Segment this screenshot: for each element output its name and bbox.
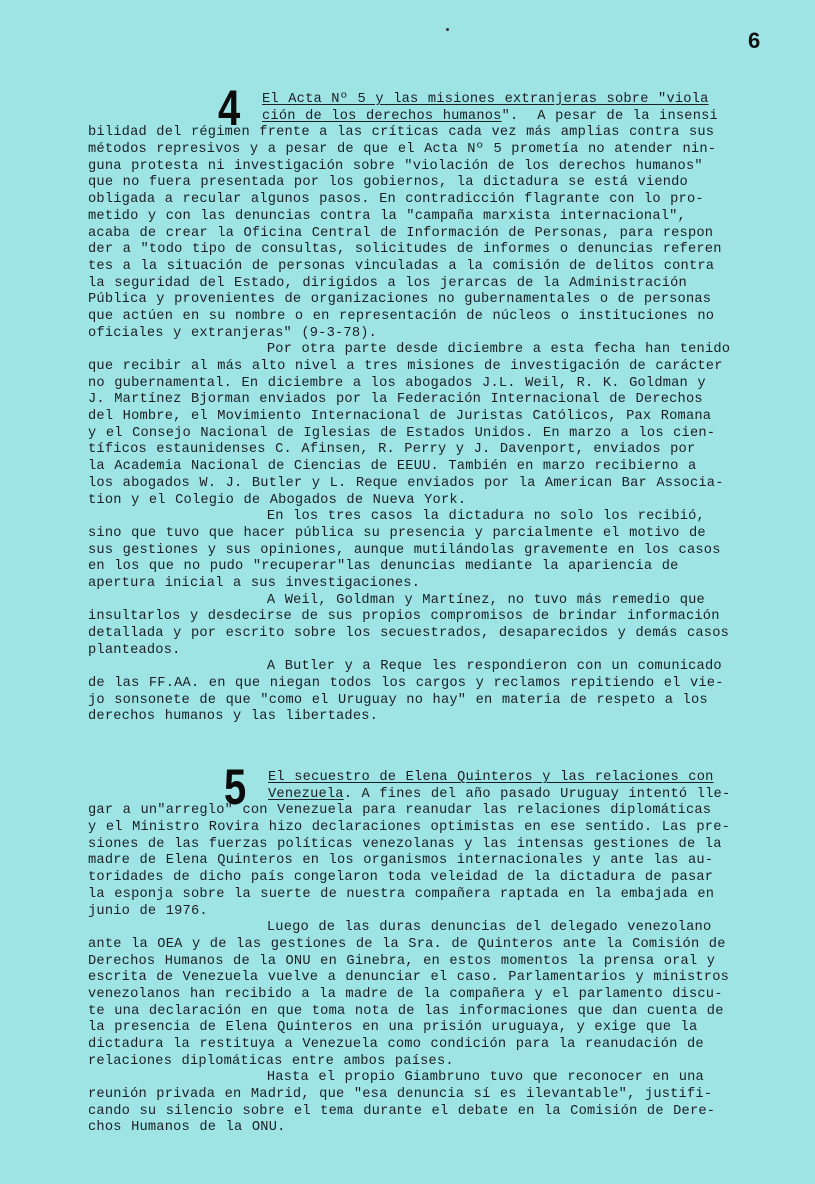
text-line <box>0 1070 730 1087</box>
text-line <box>0 576 730 593</box>
text-span: guna protesta ni investigación sobre "violación de los derechos humanos" <box>88 158 703 174</box>
text-span: cando su silencio sobre el tema durante el debate en la Comisión de Dere- <box>88 1103 716 1119</box>
text-span: bilidad del régimen frente a las críticas cada vez más amplias contra sus <box>88 125 715 141</box>
text-line <box>0 920 730 937</box>
underlined-heading-text: Venezuela <box>268 786 344 802</box>
text-line <box>0 125 730 142</box>
text-line <box>0 442 730 459</box>
text-span: Pública y provenientes de organizaciones no gubernamentales o de personas <box>88 292 712 308</box>
text-line <box>0 476 730 493</box>
text-span: reunión privada en Madrid, que "esa denuncia sí es ilevantable", justifi- <box>88 1087 713 1103</box>
text-span: sus gestiones y sus opiniones, aunque mutilándolas gravemente en los casos <box>88 542 721 558</box>
text-span: gar a un"arreglo" con Venezuela para reanudar las relaciones diplomáticas <box>88 803 712 819</box>
text-span: jo sonsonete de que "como el Uruguay no hay" en materia de respeto a los <box>88 692 708 708</box>
text-span: toridades de dicho país congelaron toda veleidad de la dictadura de pasar <box>88 870 714 886</box>
text-line <box>0 259 730 276</box>
text-span: En los tres casos la dictadura no solo los recibió, <box>88 509 705 525</box>
text-line <box>0 292 730 309</box>
text-line <box>0 643 730 660</box>
section-number-5: 5 <box>224 759 247 815</box>
text-line <box>0 326 730 343</box>
text-line <box>0 770 730 787</box>
text-span: derechos humanos y las libertades. <box>88 709 379 725</box>
text-span: oficiales y extranjeras" (9-3-78). <box>88 325 378 341</box>
text-line <box>0 887 730 904</box>
text-span: Hasta el propio Giambruno tuvo que reconocer en una <box>88 1070 704 1086</box>
text-span: siones de las fuerzas políticas venezolanas y las intensas gestiones de la <box>88 836 722 852</box>
text-line <box>0 392 730 409</box>
text-span: la seguridad del Estado, dirigidos a los jerarcas de la Administración <box>88 275 687 291</box>
text-line <box>0 1037 730 1054</box>
text-line <box>0 359 730 376</box>
text-span: A Weil, Goldman y Martínez, no tuvo más remedio que <box>88 592 705 608</box>
text-line <box>0 954 730 971</box>
text-span: escrita de Venezuela vuelve a denunciar el caso. Parlamentarios y ministros <box>88 970 730 986</box>
text-span: no gubernamental. En diciembre a los abogados J.L. Weil, R. K. Goldman y <box>88 375 706 391</box>
text-line <box>0 92 730 109</box>
text-span: que recibir al más alto nivel a tres misiones de investigación de carácter <box>88 359 723 374</box>
text-line <box>0 870 730 887</box>
text-line <box>0 626 730 643</box>
text-span: J. Martínez Bjorman enviados por la Federación Internacional de Derechos <box>88 392 703 408</box>
underlined-heading-text: El Acta Nº 5 y las misiones extranjeras sobre "viola <box>262 92 709 107</box>
text-line <box>0 837 730 854</box>
text-line <box>0 1087 730 1104</box>
text-span: detallada y por escrito sobre los secuestrados, desaparecidos y demás casos <box>88 626 730 641</box>
text-line <box>0 543 730 560</box>
text-span: venezolanos han recibido a la madre de la compañera y el parlamento discu- <box>88 986 723 1002</box>
text-line <box>0 709 730 726</box>
text-line <box>0 803 730 820</box>
text-span: Por otra parte desde diciembre a esta fecha han tenido <box>88 342 731 358</box>
text-line <box>0 426 730 443</box>
text-span: junio de 1976. <box>88 903 208 919</box>
section-4-body <box>0 92 730 726</box>
text-span: la Academia Nacional de Ciencias de EEUU. También en marzo recibierno a <box>88 459 697 475</box>
text-line <box>0 159 730 176</box>
text-line <box>0 853 730 870</box>
text-span: tes a la situación de personas vinculadas a la comisión de delitos contra <box>88 258 715 274</box>
text-line <box>0 309 730 326</box>
text-span: relaciones diplomáticas entre ambos países. <box>88 1053 454 1069</box>
text-span: . A fines del año pasado Uruguay intentó lle- <box>343 786 731 802</box>
text-line <box>0 676 730 693</box>
text-span: tíficos estaunidenses C. Afinsen, R. Perry y J. Davenport, enviados por <box>88 442 696 458</box>
text-line <box>0 693 730 710</box>
text-span: ante la OEA y de las gestiones de la Sra. de Quinteros ante la Comisión de <box>88 936 726 952</box>
page-number: 6 <box>748 28 761 53</box>
text-line <box>0 970 730 987</box>
text-line <box>0 409 730 426</box>
underlined-heading-text: El secuestro de Elena Quinteros y las relaciones con <box>268 770 714 785</box>
text-line <box>0 175 730 192</box>
text-line <box>0 376 730 393</box>
text-span: de las FF.AA. en que niegan todos los cargos y reclamos repitiendo el vie- <box>88 676 724 692</box>
text-line <box>0 109 730 126</box>
text-span: A Butler y a Reque les respondieron con un comunicado <box>88 659 722 675</box>
text-span: la presencia de Elena Quinteros en una prisión uruguaya, y exige que la <box>88 1020 698 1036</box>
text-span: en los que no pudo "recuperar"las denuncias mediante la apariencia de <box>88 559 679 575</box>
text-line <box>0 1104 730 1121</box>
text-line <box>0 937 730 954</box>
text-line <box>0 609 730 626</box>
text-span: y el Consejo Nacional de Iglesias de Estados Unidos. En marzo a los cien- <box>88 425 716 441</box>
text-span: obligada a recular algunos pasos. En contradicción flagrante con lo pro- <box>88 192 704 208</box>
text-line <box>0 987 730 1004</box>
text-line <box>0 242 730 259</box>
text-line <box>0 526 730 543</box>
text-line <box>0 593 730 610</box>
section-5-body <box>0 770 730 1137</box>
text-span: que no fuera presentada por los gobiernos, la dictadura se está viendo <box>88 175 688 191</box>
text-line <box>0 1020 730 1037</box>
text-span: apertura inicial a sus investigaciones. <box>88 575 421 591</box>
text-line <box>0 493 730 510</box>
text-span: sino que tuvo que hacer pública su presencia y parcialmente el motivo de <box>88 525 706 541</box>
text-span: te una declaración en que toma nota de las informaciones que dan cuenta de <box>88 1003 724 1019</box>
text-span: metido y con las denuncias contra la "campaña marxista internacional", <box>88 208 686 224</box>
text-span: Derechos Humanos de la ONU en Ginebra, en estos momentos la prensa oral y <box>88 953 716 969</box>
text-line <box>0 904 730 921</box>
text-span: insultarlos y desdecirse de sus propios compromisos de brindar información <box>88 609 720 625</box>
text-line <box>0 142 730 159</box>
text-span: Luego de las duras denuncias del delegado venezolano <box>88 920 712 936</box>
text-line <box>0 1120 730 1137</box>
text-line <box>0 1054 730 1071</box>
text-line <box>0 342 730 359</box>
text-span: métodos represivos y a pesar de que el Acta Nº 5 prometía no atender nin- <box>88 142 717 158</box>
text-line <box>0 559 730 576</box>
text-line <box>0 192 730 209</box>
text-span: acaba de crear la Oficina Central de Información de Personas, para respon <box>88 225 714 241</box>
text-line <box>0 226 730 243</box>
text-span: planteados. <box>88 642 181 658</box>
text-span: dictadura la restituya a Venezuela como condición para la reanudación de <box>88 1037 704 1052</box>
text-line <box>0 276 730 293</box>
text-span: y el Ministro Rovira hizo declaraciones optimistas en ese sentido. Las pre- <box>88 820 731 836</box>
text-line <box>0 787 730 804</box>
speck <box>446 28 449 31</box>
text-span: madre de Elena Quinteros en los organismos internacionales y ante las au- <box>88 853 714 869</box>
section-number-4: 4 <box>218 80 241 136</box>
text-line <box>0 1004 730 1021</box>
text-line <box>0 459 730 476</box>
text-span: tion y el Colegio de Abogados de Nueva York. <box>88 492 467 508</box>
text-span: chos Humanos de la ONU. <box>88 1120 286 1136</box>
text-line <box>0 820 730 837</box>
text-span: del Hombre, el Movimiento Internacional de Juristas Católicos, Pax Romana <box>88 409 712 425</box>
underlined-heading-text: ción de los derechos humanos <box>262 108 502 124</box>
text-span: der a "todo tipo de consultas, solicitudes de informes o denuncias referen <box>88 242 722 258</box>
text-line <box>0 659 730 676</box>
text-span: ". A pesar de la insensi <box>501 108 718 124</box>
text-span: los abogados W. J. Butler y L. Reque enviados por la American Bar Associa- <box>88 475 724 491</box>
text-line <box>0 209 730 226</box>
text-span: que actúen en su nombre o en representación de núcleos o instituciones no <box>88 308 715 324</box>
text-span: la esponja sobre la suerte de nuestra compañera raptada en la embajada en <box>88 886 715 902</box>
text-line <box>0 509 730 526</box>
